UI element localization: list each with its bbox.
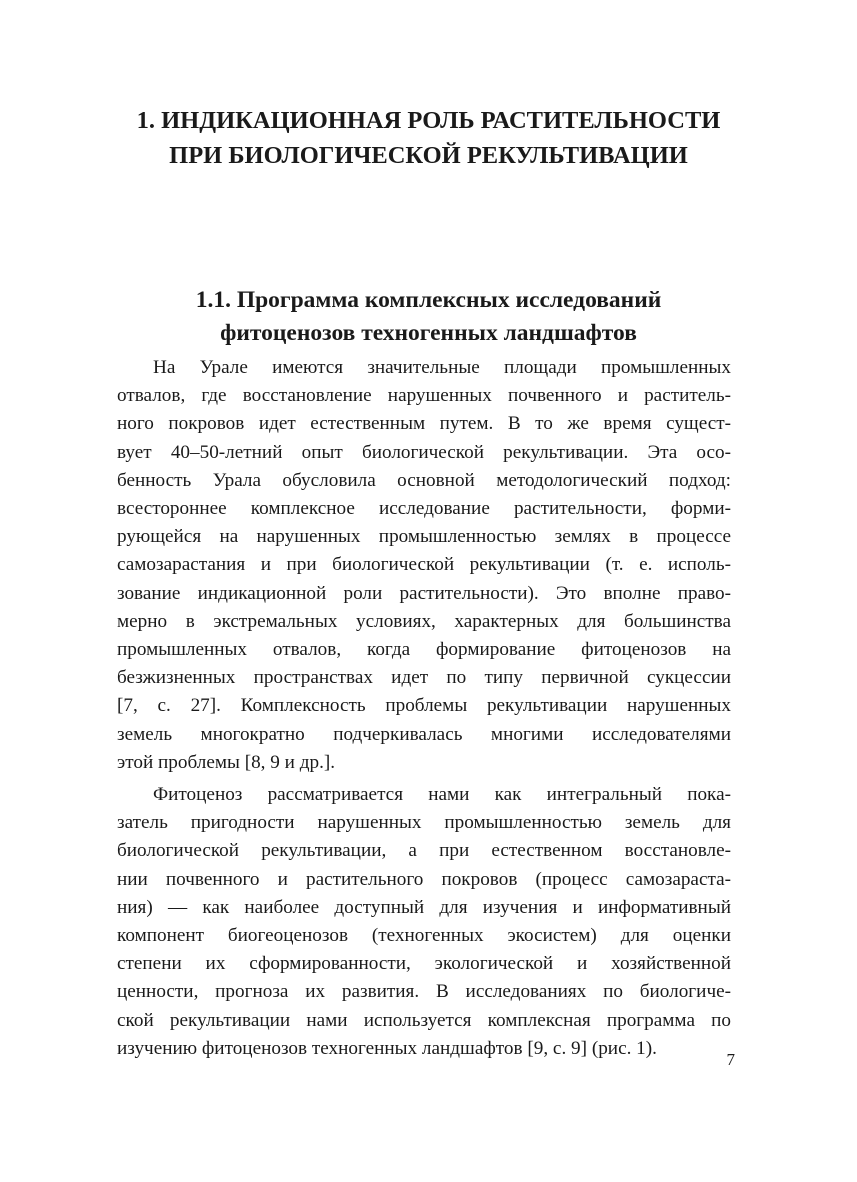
text-line: земель многократно подчеркивалась многими исследователями bbox=[117, 723, 731, 745]
chapter-title-line: ПРИ БИОЛОГИЧЕСКОЙ РЕКУЛЬТИВАЦИИ bbox=[169, 142, 688, 169]
text-line: ного покровов идет естественным путем. В то же время сущест- bbox=[117, 413, 731, 435]
section-title bbox=[90, 284, 767, 350]
text-line: ценности, прогноза их развития. В исследованиях по биологиче- bbox=[117, 981, 731, 1003]
chapter-title-line: 1. ИНДИКАЦИОННАЯ РОЛЬ РАСТИТЕЛЬНОСТИ bbox=[136, 107, 721, 134]
text-line: нии почвенного и растительного покровов (процесс самозараста- bbox=[117, 868, 731, 890]
text-line: [7, с. 27]. Комплексность проблемы рекультивации нарушенных bbox=[117, 695, 731, 717]
text-line: степени их сформированности, экологической и хозяйственной bbox=[117, 953, 731, 975]
text-line: затель пригодности нарушенных промышленностью земель для bbox=[117, 812, 731, 834]
paragraph-1 bbox=[117, 354, 731, 777]
body-text bbox=[117, 354, 731, 1067]
text-line: изучению фитоценозов техногенных ландшафтов [9, с. 9] (рис. 1). bbox=[117, 1037, 657, 1059]
text-line: ния) — как наиболее доступный для изучения и информативный bbox=[117, 896, 731, 918]
paragraph-2 bbox=[117, 781, 731, 1063]
text-line: вует 40–50-летний опыт биологической рекультивации. Эта осо- bbox=[117, 441, 731, 463]
text-line: этой проблемы [8, 9 и др.]. bbox=[117, 751, 336, 773]
text-line: Фитоценоз рассматривается нами как интегральный пока- bbox=[153, 784, 731, 806]
text-line: самозарастания и при биологической рекультивации (т. е. исполь- bbox=[117, 554, 731, 576]
page-number: 7 bbox=[726, 1050, 735, 1069]
text-line: компонент биогеоценозов (техногенных экосистем) для оценки bbox=[117, 925, 731, 947]
text-line: ской рекультивации нами используется комплексная программа по bbox=[117, 1009, 731, 1031]
text-line: бенность Урала обусловила основной методологический подход: bbox=[117, 469, 731, 491]
text-line: отвалов, где восстановление нарушенных почвенного и раститель- bbox=[117, 385, 731, 407]
section-title-line: 1.1. Программа комплексных исследований bbox=[195, 287, 662, 313]
text-line: безжизненных пространствах идет по типу первичной сукцессии bbox=[117, 667, 731, 689]
text-line: На Урале имеются значительные площади промышленных bbox=[153, 357, 731, 378]
text-line: рующейся на нарушенных промышленностью землях в процессе bbox=[117, 526, 731, 548]
chapter-title bbox=[90, 103, 767, 173]
section-title-line: фитоценозов техногенных ландшафтов bbox=[220, 320, 637, 346]
text-line: зование индикационной роли растительности). Это вполне право- bbox=[117, 582, 731, 604]
text-line: биологической рекультивации, а при естественном восстановле- bbox=[117, 840, 731, 862]
text-line: промышленных отвалов, когда формирование фитоценозов на bbox=[117, 639, 731, 661]
text-line: всестороннее комплексное исследование растительности, форми- bbox=[117, 498, 731, 520]
text-line: мерно в экстремальных условиях, характерных для большинства bbox=[117, 610, 731, 632]
